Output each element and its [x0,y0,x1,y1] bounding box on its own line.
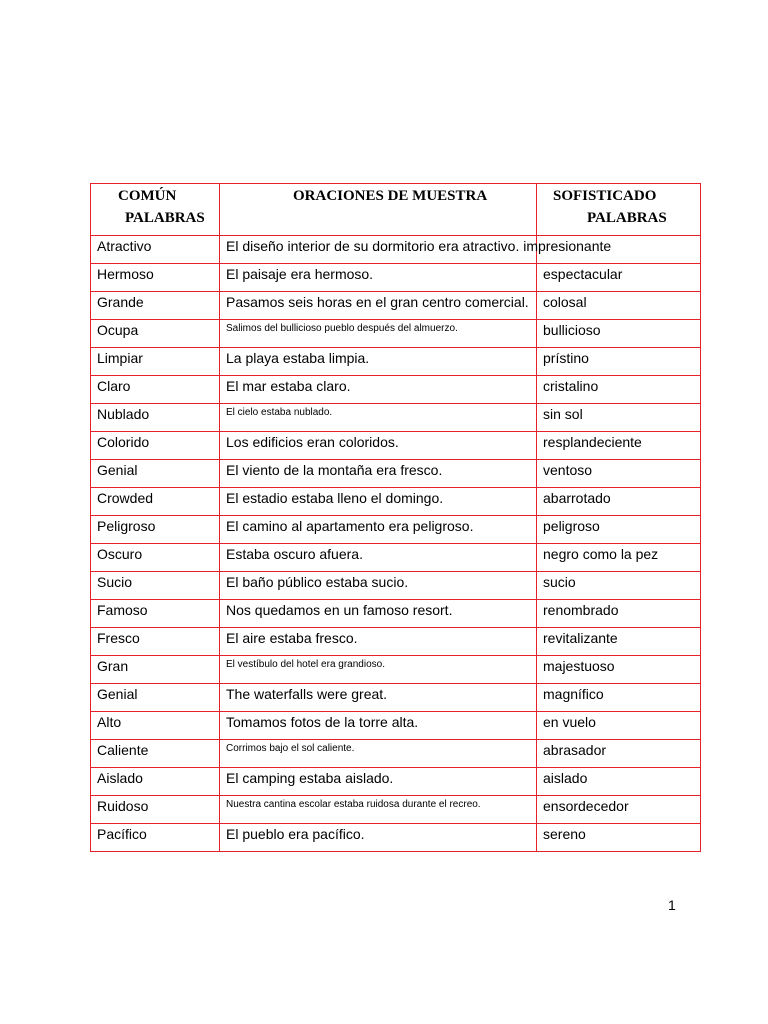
sophisticated-word-cell [537,628,701,656]
sophisticated-word-cell [537,488,701,516]
page-number: 1 [668,897,676,913]
sophisticated-word-cell [537,712,701,740]
table-row [91,712,701,740]
common-word-cell [91,320,220,348]
common-word: Limpiar [97,350,143,366]
sample-sentence-cell [220,544,537,572]
header-sophisticated-line2: PALABRAS [587,210,667,226]
sample-sentence: El baño público estaba sucio. [226,574,409,590]
table-row [91,740,701,768]
common-word: Pacífico [97,826,147,842]
table-body [91,236,701,852]
sophisticated-word-cell [537,600,701,628]
common-word: Colorido [97,434,150,450]
common-word: Grande [97,294,144,310]
common-word: Peligroso [97,518,156,534]
sample-sentence: Corrimos bajo el sol caliente. [226,743,355,754]
sophisticated-word-cell [537,292,701,320]
sophisticated-word-cell [537,544,701,572]
common-word: Crowded [97,490,154,506]
common-word-cell [91,712,220,740]
table-row [91,656,701,684]
common-word: Fresco [97,630,140,646]
common-word-cell [91,824,220,852]
sample-sentence: Nuestra cantina escolar estaba ruidosa durante el recreo. [226,799,481,810]
sophisticated-word: renombrado [543,602,619,618]
common-word-cell [91,236,220,264]
sample-sentence: Pasamos seis horas en el gran centro comercial. [226,294,529,310]
sample-sentence: El aire estaba fresco. [226,630,358,646]
sophisticated-word: peligroso [543,518,600,534]
sophisticated-word: abarrotado [543,490,611,506]
common-word-cell [91,292,220,320]
sophisticated-word: prístino [543,350,589,366]
sophisticated-word: majestuoso [543,658,615,674]
sample-sentence: El paisaje era hermoso. [226,266,374,282]
header-sophisticated-words [537,184,701,236]
sophisticated-word: magnífico [543,686,604,702]
sophisticated-word-cell [537,796,701,824]
sophisticated-word-cell [537,460,701,488]
sample-sentence-cell [220,796,537,824]
common-word-cell [91,796,220,824]
common-word-cell [91,488,220,516]
common-word-cell [91,684,220,712]
sophisticated-word-cell [537,656,701,684]
sample-sentence: Tomamos fotos de la torre alta. [226,714,419,730]
sample-sentence: El camino al apartamento era peligroso. [226,518,474,534]
common-word-cell [91,264,220,292]
table-row [91,264,701,292]
sample-sentence-cell [220,488,537,516]
common-word-cell [91,432,220,460]
sophisticated-word-cell [537,824,701,852]
sample-sentence-cell [220,600,537,628]
table-row [91,796,701,824]
sample-sentence: La playa estaba limpia. [226,350,370,366]
table-row [91,404,701,432]
table-header-row [91,184,701,236]
sample-sentence-cell [220,348,537,376]
sophisticated-word: sin sol [543,406,583,422]
sophisticated-word: negro como la pez [543,546,659,562]
table-row [91,768,701,796]
sophisticated-word-cell [537,320,701,348]
sophisticated-word-cell [537,432,701,460]
common-word-cell [91,572,220,600]
table-row [91,544,701,572]
common-word-cell [91,600,220,628]
common-word: Genial [97,462,138,478]
common-word: Sucio [97,574,133,590]
sophisticated-word-cell [537,348,701,376]
sophisticated-word: resplandeciente [543,434,642,450]
table-row [91,292,701,320]
sample-sentence-cell [220,320,537,348]
sample-sentence-cell [220,628,537,656]
table-row [91,516,701,544]
sample-sentence: El mar estaba claro. [226,378,351,394]
sophisticated-word: en vuelo [543,714,596,730]
table-row [91,600,701,628]
sophisticated-word-cell [537,404,701,432]
table-row [91,460,701,488]
sample-sentence-cell [220,712,537,740]
sophisticated-word-cell [537,768,701,796]
header-common-line1: COMÚN [118,188,177,204]
common-word-cell [91,656,220,684]
header-common-words [91,184,220,236]
common-word-cell [91,404,220,432]
sophisticated-word-cell [537,684,701,712]
sophisticated-word: sereno [543,826,586,842]
sample-sentence: Salimos del bullicioso pueblo después del almuerzo. [226,323,458,334]
common-word-cell [91,516,220,544]
sophisticated-word: ensordecedor [543,798,629,814]
sample-sentence: El pueblo era pacífico. [226,826,365,842]
common-word: Alto [97,714,122,730]
common-word-cell [91,348,220,376]
sample-sentence: Los edificios eran coloridos. [226,434,399,450]
sophisticated-word: abrasador [543,742,607,758]
sample-sentence: El cielo estaba nublado. [226,407,333,418]
common-word: Gran [97,658,129,674]
sample-sentence-cell [220,432,537,460]
common-word: Oscuro [97,546,143,562]
common-word-cell [91,740,220,768]
sophisticated-word-cell [537,516,701,544]
table-row [91,320,701,348]
sophisticated-word: revitalizante [543,630,618,646]
common-word-cell [91,544,220,572]
sample-sentence-cell [220,684,537,712]
common-word: Nublado [97,406,150,422]
sample-sentence: El camping estaba aislado. [226,770,394,786]
sample-sentence-cell [220,236,612,264]
common-word: Hermoso [97,266,154,282]
sample-sentence: Nos quedamos en un famoso resort. [226,602,453,618]
sophisticated-word: sucio [543,574,576,590]
header-sophisticated-line1: SOFISTICADO [553,188,657,204]
sample-sentence: El viento de la montaña era fresco. [226,462,443,478]
table-row [91,572,701,600]
sample-sentence-cell [220,768,537,796]
sample-sentence: El vestíbulo del hotel era grandioso. [226,659,385,670]
sample-sentence-cell [220,656,537,684]
common-word-cell [91,628,220,656]
table-row [91,348,701,376]
common-word: Aislado [97,770,143,786]
sample-sentence-cell [220,292,537,320]
table-row [91,432,701,460]
sample-sentence-cell [220,264,537,292]
table-row [91,488,701,516]
sophisticated-word: colosal [543,294,587,310]
sophisticated-word: espectacular [543,266,623,282]
sample-sentence-cell [220,824,537,852]
sample-sentence: El estadio estaba lleno el domingo. [226,490,444,506]
sample-sentence: Estaba oscuro afuera. [226,546,363,562]
sophisticated-word-cell [537,264,701,292]
sophisticated-word-cell [537,572,701,600]
common-word: Genial [97,686,138,702]
common-word: Atractivo [97,238,152,254]
sample-sentence-cell [220,376,537,404]
sample-sentence: El diseño interior de su dormitorio era atractivo. impresionante [226,238,612,254]
header-common-line2: PALABRAS [125,210,205,226]
sample-sentence: The waterfalls were great. [226,686,388,702]
table-row [91,376,701,404]
table-row [91,684,701,712]
common-word-cell [91,460,220,488]
table-row [91,824,701,852]
common-word-cell [91,376,220,404]
sophisticated-word: cristalino [543,378,599,394]
sophisticated-word: bullicioso [543,322,601,338]
sophisticated-word [537,236,700,237]
common-word: Claro [97,378,131,394]
sample-sentence-cell [220,404,537,432]
sample-sentence-cell [220,516,537,544]
vocabulary-table [90,183,701,852]
sample-sentence-cell [220,460,537,488]
common-word: Caliente [97,742,149,758]
common-word: Ruidoso [97,798,149,814]
header-sample-sentences-label: ORACIONES DE MUESTRA [293,188,488,204]
common-word: Famoso [97,602,148,618]
sophisticated-word-cell [537,376,701,404]
sophisticated-word: aislado [543,770,588,786]
table-row [91,628,701,656]
sophisticated-word: ventoso [543,462,593,478]
sophisticated-word-cell [537,740,701,768]
sample-sentence-cell [220,572,537,600]
table-row [91,236,701,264]
common-word-cell [91,768,220,796]
header-sample-sentences [220,184,537,236]
common-word: Ocupa [97,322,139,338]
sample-sentence-cell [220,740,537,768]
